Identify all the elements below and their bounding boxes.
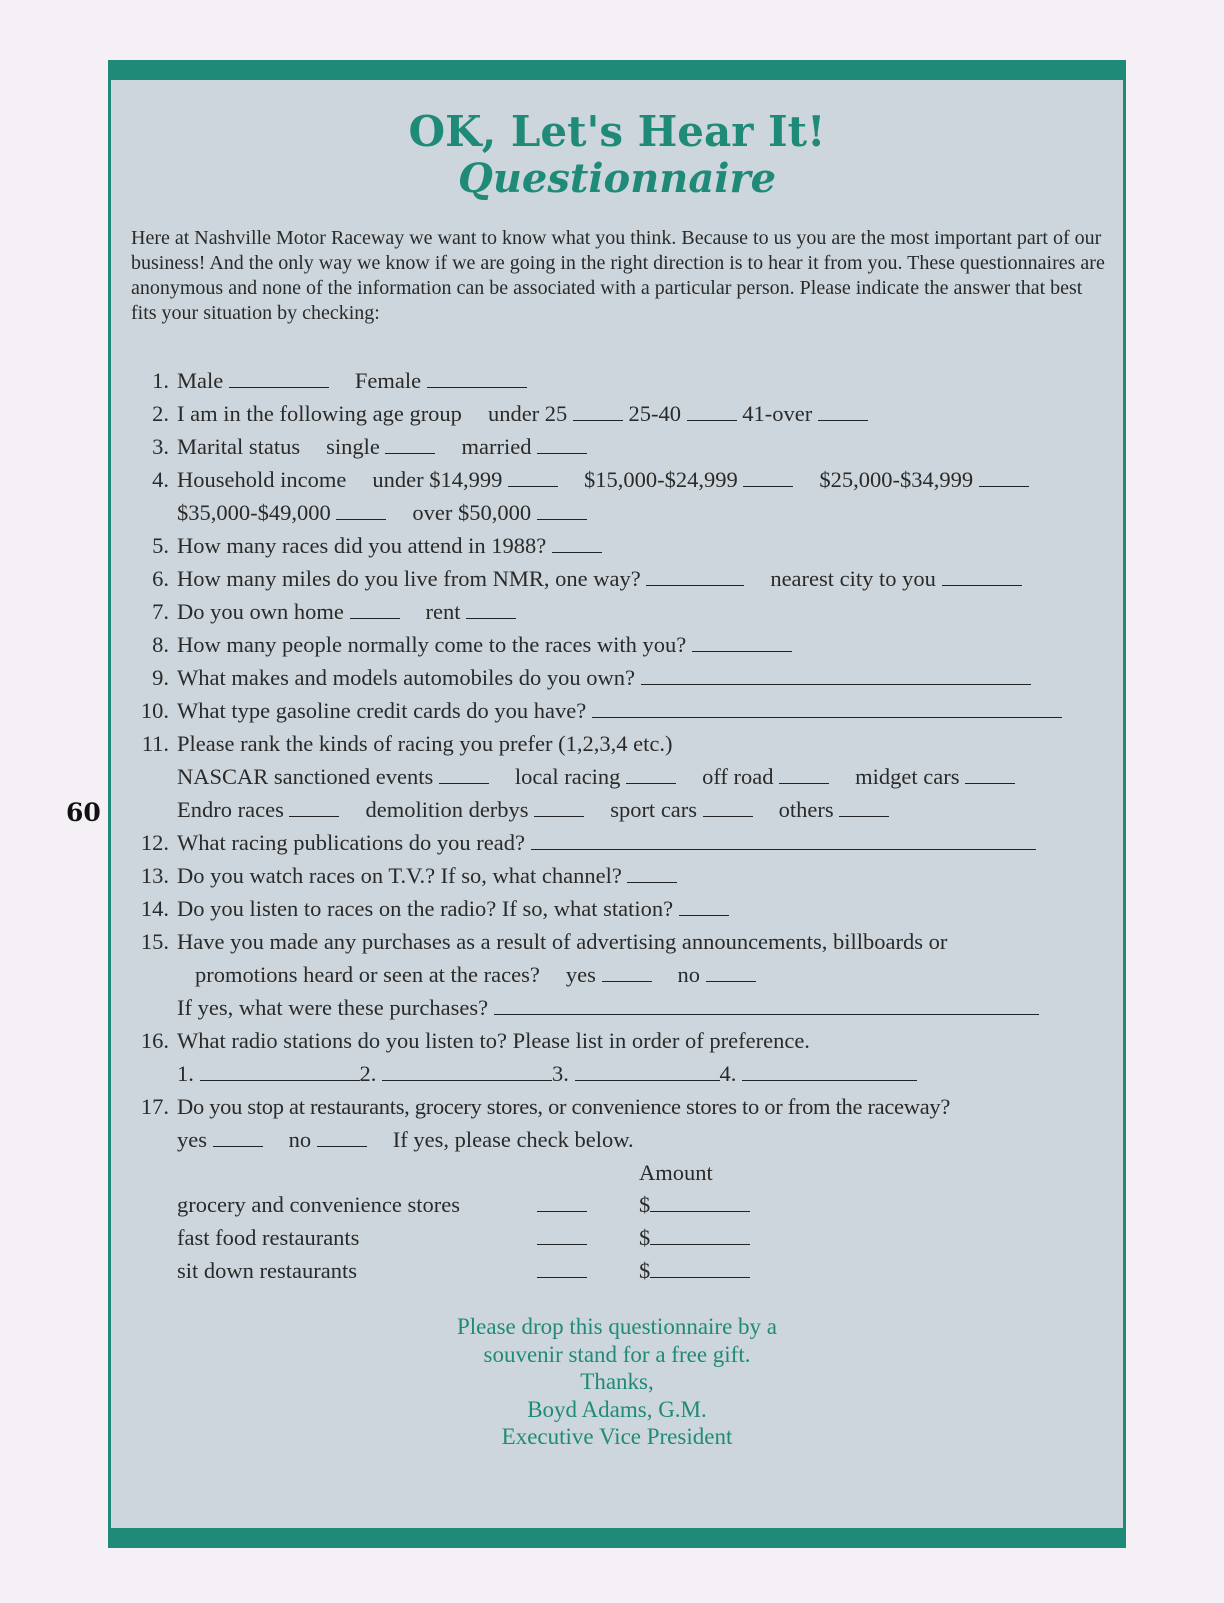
income-e-blank[interactable] xyxy=(537,501,587,520)
age-label: I am in the following age group xyxy=(177,401,462,426)
demolition-derby-blank[interactable] xyxy=(534,798,584,817)
dollar-sign: $ xyxy=(639,1258,651,1283)
questionnaire-panel xyxy=(108,60,1126,1548)
question-number: 4. xyxy=(152,467,169,492)
purchases-blank[interactable] xyxy=(494,996,1039,1015)
publications-label: What racing publications do you read? xyxy=(177,830,526,855)
station-1-label: 1. xyxy=(177,1061,194,1086)
no-label: no xyxy=(288,1127,312,1152)
dollar-sign: $ xyxy=(639,1225,651,1250)
male-label: Male xyxy=(177,368,224,393)
question-number: 6. xyxy=(152,566,169,591)
endro-label: Endro races xyxy=(177,797,284,822)
miles-label: How many miles do you live from NMR, one way? xyxy=(177,566,641,591)
age-25-40-blank[interactable] xyxy=(687,402,737,421)
people-label: How many people normally come to the races with you? xyxy=(177,632,687,657)
male-blank[interactable] xyxy=(229,369,329,388)
question-7 xyxy=(127,596,1107,628)
purchase-no-blank[interactable] xyxy=(706,963,756,982)
page-number: 60 xyxy=(66,798,101,827)
nascar-label: NASCAR sanctioned events xyxy=(177,764,434,789)
closing-line: Please drop this questionnaire by a xyxy=(456,1314,777,1339)
question-number: 12. xyxy=(140,830,169,855)
fastfood-check[interactable] xyxy=(537,1226,587,1245)
question-number: 5. xyxy=(152,533,169,558)
automobiles-label: What makes and models automobiles do you own? xyxy=(177,665,636,690)
question-number: 13. xyxy=(140,863,169,888)
station-2-label: 2. xyxy=(359,1061,377,1086)
question-number: 15. xyxy=(140,929,169,954)
nascar-blank[interactable] xyxy=(439,765,489,784)
female-blank[interactable] xyxy=(427,369,527,388)
nearest-city-label: nearest city to you xyxy=(770,566,936,591)
question-15-purchases xyxy=(127,992,1107,1024)
question-11-row-1 xyxy=(127,761,1107,793)
station-2-blank[interactable] xyxy=(382,1062,552,1081)
grocery-check[interactable] xyxy=(537,1193,587,1212)
radio-station-blank[interactable] xyxy=(679,897,729,916)
yes-label: yes xyxy=(565,962,596,987)
question-number: 9. xyxy=(152,665,169,690)
purchase-yes-blank[interactable] xyxy=(602,963,652,982)
own-home-blank[interactable] xyxy=(350,600,400,619)
local-racing-blank[interactable] xyxy=(626,765,676,784)
local-racing-label: local racing xyxy=(514,764,621,789)
question-4 xyxy=(127,464,1107,496)
question-number: 17. xyxy=(140,1094,169,1119)
grocery-label: grocery and convenience stores xyxy=(177,1192,460,1217)
question-11-row-2 xyxy=(127,794,1107,826)
stops-yes-blank[interactable] xyxy=(213,1128,263,1147)
midget-cars-blank[interactable] xyxy=(965,765,1015,784)
gasoline-cards-blank[interactable] xyxy=(592,699,1062,718)
signature-name: Boyd Adams, G.M. xyxy=(527,1396,707,1422)
sport-cars-blank[interactable] xyxy=(703,798,753,817)
question-15-continued xyxy=(127,959,1107,991)
sport-cars-label: sport cars xyxy=(610,797,698,822)
off-road-blank[interactable] xyxy=(779,765,829,784)
sitdown-row xyxy=(177,1255,750,1287)
top-accent-bar xyxy=(111,63,1123,80)
question-3 xyxy=(127,431,1107,463)
grocery-row xyxy=(177,1189,750,1221)
closing-line: souvenir stand for a free gift. xyxy=(483,1341,751,1367)
question-number: 2. xyxy=(152,401,169,426)
age-41-over-blank[interactable] xyxy=(818,402,868,421)
question-number: 11. xyxy=(141,731,169,756)
advertising-label: Have you made any purchases as a result of advertising announcements, billboards or xyxy=(177,929,948,954)
dollar-sign: $ xyxy=(639,1192,651,1217)
gasoline-cards-label: What type gasoline credit cards do you have? xyxy=(177,698,587,723)
question-2 xyxy=(127,398,1107,430)
miles-blank[interactable] xyxy=(646,567,744,586)
rent-label: rent xyxy=(425,599,461,624)
marital-label: Marital status xyxy=(177,434,301,459)
female-label: Female xyxy=(354,368,422,393)
question-9 xyxy=(127,662,1107,694)
amount-header: Amount xyxy=(639,1160,713,1185)
page-subtitle: Questionnaire xyxy=(457,155,777,202)
question-number: 7. xyxy=(152,599,169,624)
sitdown-check[interactable] xyxy=(537,1259,587,1278)
question-number: 8. xyxy=(152,632,169,657)
station-1-blank[interactable] xyxy=(200,1062,360,1081)
signature-title: Executive Vice President xyxy=(501,1424,733,1449)
station-3-label: 3. xyxy=(552,1061,569,1086)
age-under-25-label: under 25 xyxy=(487,401,568,426)
question-16-list xyxy=(127,1058,1107,1090)
races-attended-blank[interactable] xyxy=(552,534,602,553)
demolition-derby-label: demolition derbys xyxy=(365,797,529,822)
question-15 xyxy=(127,926,1107,958)
automobiles-blank[interactable] xyxy=(641,666,1031,685)
radio-station-label: Do you listen to races on the radio? If so, what station? xyxy=(177,896,674,921)
question-12 xyxy=(127,827,1107,859)
grocery-amount[interactable] xyxy=(650,1193,750,1212)
question-4-continued xyxy=(127,497,1107,529)
page-title: OK, Let's Hear It! xyxy=(408,107,826,156)
question-17-continued xyxy=(127,1124,1107,1156)
off-road-label: off road xyxy=(702,764,774,789)
sitdown-amount[interactable] xyxy=(650,1259,750,1278)
others-blank[interactable] xyxy=(839,798,889,817)
own-home-label: Do you own home xyxy=(177,599,344,624)
income-a-blank[interactable] xyxy=(508,468,558,487)
station-4-blank[interactable] xyxy=(742,1062,917,1081)
income-d-label: $35,000-$49,000 xyxy=(177,500,331,525)
fastfood-amount[interactable] xyxy=(650,1226,750,1245)
question-16 xyxy=(127,1025,1107,1057)
rent-blank[interactable] xyxy=(466,600,516,619)
age-under-25-blank[interactable] xyxy=(573,402,623,421)
no-label: no xyxy=(677,962,700,987)
sitdown-label: sit down restaurants xyxy=(177,1258,357,1283)
income-c-blank[interactable] xyxy=(979,468,1029,487)
question-6 xyxy=(127,563,1107,595)
fastfood-row xyxy=(177,1222,750,1254)
tv-channel-blank[interactable] xyxy=(627,864,677,883)
midget-cars-label: midget cars xyxy=(855,764,960,789)
stops-no-blank[interactable] xyxy=(317,1128,367,1147)
station-3-blank[interactable] xyxy=(575,1062,720,1081)
income-e-label: over $50,000 xyxy=(412,500,532,525)
question-number: 10. xyxy=(140,698,169,723)
bottom-accent-bar xyxy=(111,1528,1123,1545)
fastfood-label: fast food restaurants xyxy=(177,1225,360,1250)
question-number: 3. xyxy=(152,434,169,459)
question-11 xyxy=(127,728,1107,760)
married-blank[interactable] xyxy=(537,435,587,454)
question-number: 14. xyxy=(140,896,169,921)
question-number: 16. xyxy=(140,1028,169,1053)
question-8 xyxy=(127,629,1107,661)
income-b-label: $15,000-$24,999 xyxy=(583,467,738,492)
others-label: others xyxy=(778,797,834,822)
closing-line: Thanks, xyxy=(580,1369,654,1394)
question-13 xyxy=(127,860,1107,892)
income-c-label: $25,000-$34,999 xyxy=(819,467,974,492)
rank-racing-label: Please rank the kinds of racing you prefer (1,2,3,4 etc.) xyxy=(177,731,673,756)
income-a-label: under $14,999 xyxy=(372,467,503,492)
nearest-city-blank[interactable] xyxy=(942,567,1022,586)
question-14 xyxy=(127,893,1107,925)
question-number: 1. xyxy=(152,368,169,393)
yes-label: yes xyxy=(177,1127,207,1152)
radio-stations-label: What radio stations do you listen to? Please list in order of preference. xyxy=(177,1028,810,1053)
income-label: Household income xyxy=(177,467,347,492)
check-below-label: If yes, please check below. xyxy=(392,1127,634,1152)
endro-blank[interactable] xyxy=(289,798,339,817)
age-41-over-label: 41-over xyxy=(742,401,813,426)
purchases-label: If yes, what were these purchases? xyxy=(177,995,489,1020)
income-d-blank[interactable] xyxy=(336,501,386,520)
single-label: single xyxy=(326,434,380,459)
income-b-blank[interactable] xyxy=(743,468,793,487)
stops-label: Do you stop at restaurants, grocery stores, or convenience stores to or from the raceway? xyxy=(177,1094,951,1119)
promotions-label: promotions heard or seen at the races? xyxy=(195,962,540,987)
tv-channel-label: Do you watch races on T.V.? If so, what channel? xyxy=(177,863,622,888)
question-5 xyxy=(127,530,1107,562)
races-attended-label: How many races did you attend in 1988? xyxy=(177,533,547,558)
people-blank[interactable] xyxy=(692,633,792,652)
closing-note xyxy=(111,1313,1123,1451)
age-25-40-label: 25-40 xyxy=(628,401,682,426)
station-4-label: 4. xyxy=(719,1061,737,1086)
intro-paragraph: Here at Nashville Motor Raceway we want to know what you think. Because to us you are the most important part of our business! And the only way we know if we are going in the right direction is to hear it from you. These questionnaires are anonymous and none of the information can be associated with a particular person. Please indicate the answer that best fits your situation by checking: xyxy=(131,227,1105,324)
married-label: married xyxy=(461,434,532,459)
publications-blank[interactable] xyxy=(531,831,1036,850)
question-17 xyxy=(127,1091,1107,1123)
question-1 xyxy=(127,365,1107,397)
single-blank[interactable] xyxy=(385,435,435,454)
question-10 xyxy=(127,695,1107,727)
